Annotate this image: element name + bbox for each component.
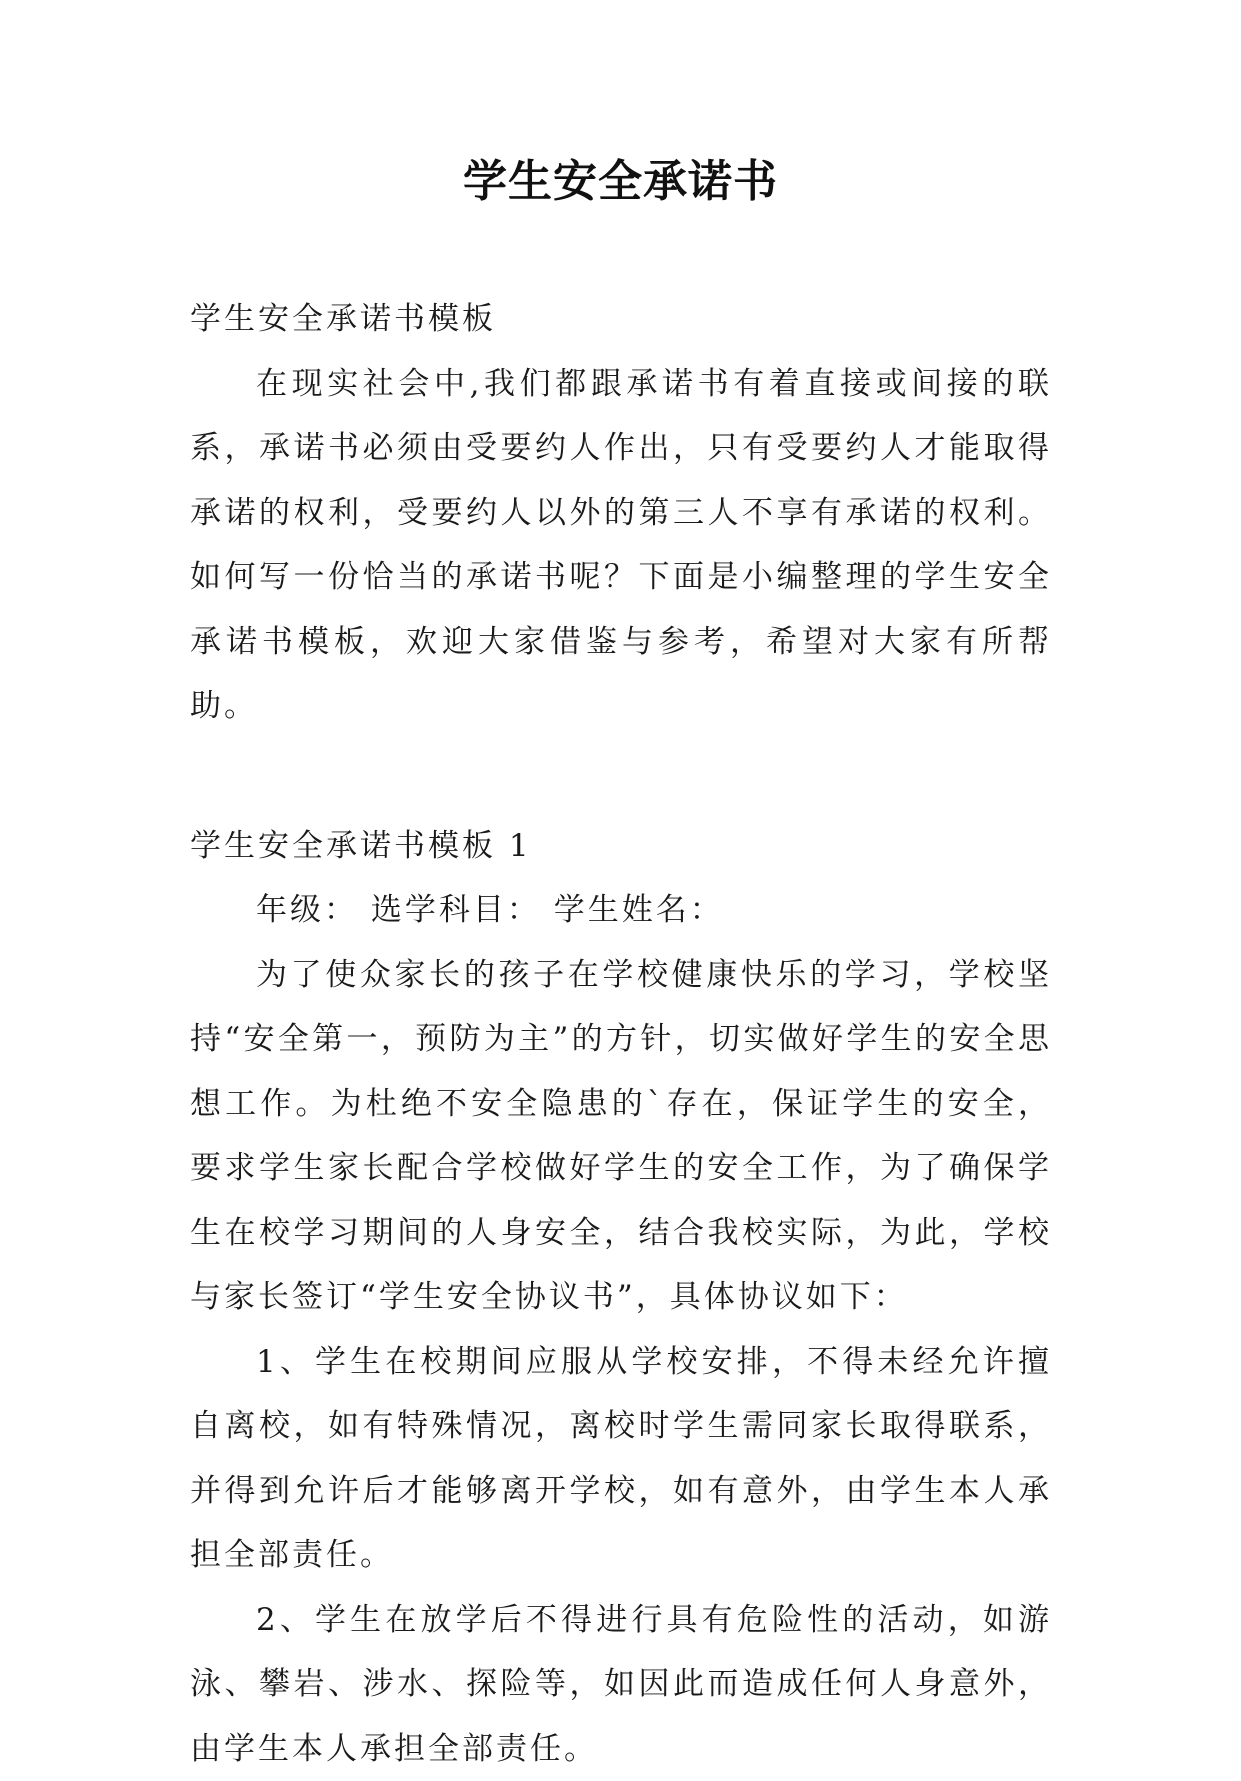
- intro-paragraph: 在现实社会中,我们都跟承诺书有着直接或间接的联系，承诺书必须由受要约人作出，只有受要约人才能取得承诺的权利，受要约人以外的第三人不享有承诺的权利。如何写一份恰当的承诺书呢？下面是小编整理的学生安全承诺书模板，欢迎大家借鉴与参考，希望对大家有所帮助。: [190, 352, 1052, 739]
- template-heading: 学生安全承诺书模板 1: [190, 814, 1052, 879]
- document-body: [190, 287, 1052, 1781]
- student-info-line: 年级： 选学科目： 学生姓名：: [190, 878, 1052, 943]
- agreement-paragraph: 为了使众家长的孩子在学校健康快乐的学习，学校坚持“安全第一，预防为主”的方针，切实做好学生的安全思想工作。为杜绝不安全隐患的`存在，保证学生的安全，要求学生家长配合学校做好学生的安全工作，为了确保学生在校学习期间的人身安全，结合我校实际，为此，学校与家长签订“学生安全协议书”，具体协议如下：: [190, 943, 1052, 1330]
- section-spacer: [190, 739, 1052, 814]
- clause-1: 1、学生在校期间应服从学校安排，不得未经允许擅自离校，如有特殊情况，离校时学生需同家长取得联系，并得到允许后才能够离开学校，如有意外，由学生本人承担全部责任。: [190, 1330, 1052, 1588]
- section-heading: 学生安全承诺书模板: [190, 287, 1052, 352]
- clause-2: 2、学生在放学后不得进行具有危险性的活动，如游泳、攀岩、涉水、探险等，如因此而造成任何人身意外，由学生本人承担全部责任。: [190, 1588, 1052, 1781]
- document-title: 学生安全承诺书: [0, 152, 1241, 212]
